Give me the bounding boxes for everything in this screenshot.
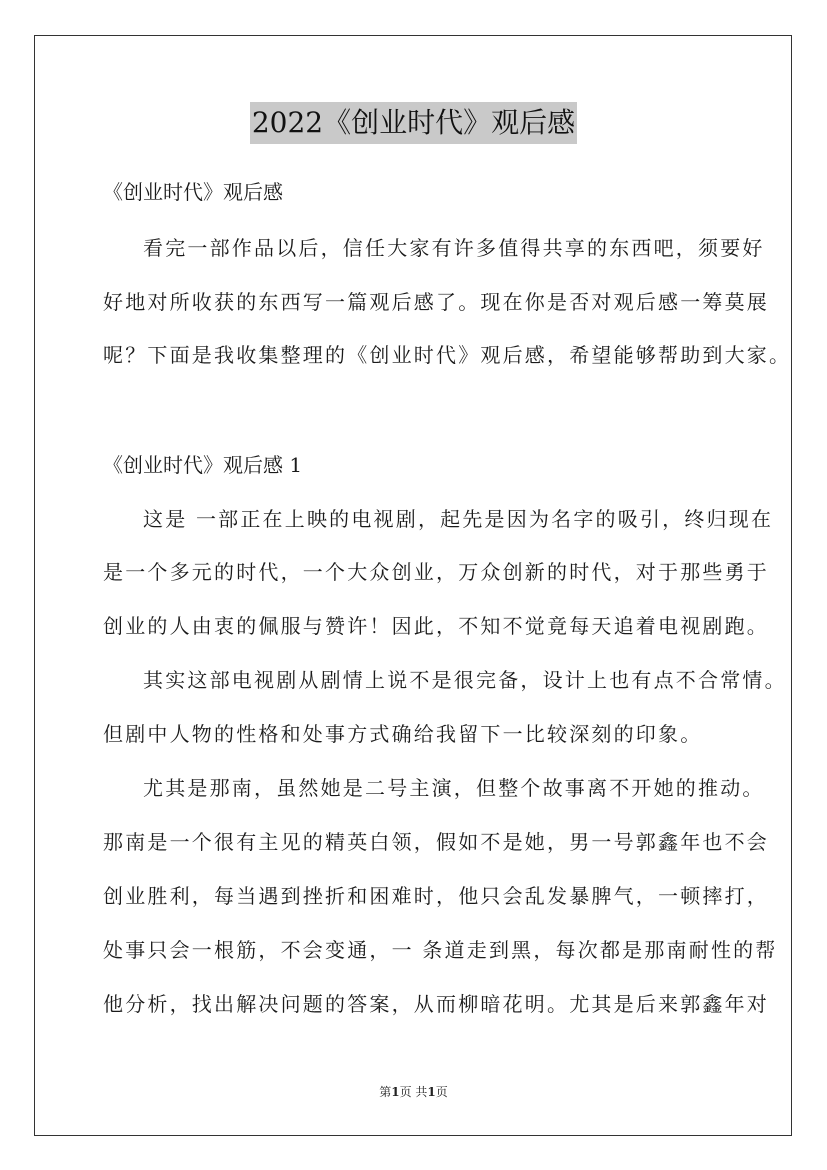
body-line-9: 处事只会一根筋，不会变通，一 条道走到黑，每次都是那南耐性的帮 bbox=[103, 938, 778, 962]
body-line-2: 是一个多元的时代，一个大众创业，万众创新的时代，对于那些勇于 bbox=[103, 560, 769, 584]
body-line-4: 其实这部电视剧从剧情上说不是很完备，设计上也有点不合常情。 bbox=[143, 668, 787, 692]
intro-line-2: 好地对所收获的东西写一篇观后感了。现在你是否对观后感一筹莫展 bbox=[103, 290, 769, 314]
footer-prefix: 第 bbox=[379, 1085, 392, 1099]
document-subtitle: 《创业时代》观后感 bbox=[103, 180, 283, 204]
section-heading: 《创业时代》观后感 1 bbox=[103, 453, 303, 477]
document-title: 2022《创业时代》观后感 bbox=[250, 102, 577, 144]
body-line-5: 但剧中人物的性格和处事方式确给我留下一比较深刻的印象。 bbox=[103, 722, 703, 746]
body-line-1: 这是 一部正在上映的电视剧，起先是因为名字的吸引，终归现在 bbox=[143, 507, 774, 531]
intro-line-1: 看完一部作品以后，信任大家有许多值得共享的东西吧，须要好 bbox=[143, 236, 765, 260]
footer-page-total: 1 bbox=[427, 1085, 436, 1099]
body-line-6: 尤其是那南，虽然她是二号主演，但整个故事离不开她的推动。 bbox=[143, 776, 765, 800]
footer-suffix: 页 bbox=[435, 1085, 448, 1099]
page-footer bbox=[0, 1083, 827, 1100]
body-line-8: 创业胜利，每当遇到挫折和困难时，他只会乱发暴脾气，一顿摔打， bbox=[103, 884, 769, 908]
footer-page-current: 1 bbox=[391, 1085, 400, 1099]
footer-mid: 页 共 bbox=[399, 1085, 428, 1099]
title-container bbox=[0, 102, 827, 144]
body-line-7: 那南是一个很有主见的精英白领，假如不是她，男一号郭鑫年也不会 bbox=[103, 830, 769, 854]
body-line-10: 他分析，找出解决问题的答案，从而柳暗花明。尤其是后来郭鑫年对 bbox=[103, 992, 769, 1016]
intro-line-3: 呢？下面是我收集整理的《创业时代》观后感，希望能够帮助到大家。 bbox=[103, 343, 792, 367]
body-line-3: 创业的人由衷的佩服与赞许！因此，不知不觉竟每天追着电视剧跑。 bbox=[103, 614, 769, 638]
